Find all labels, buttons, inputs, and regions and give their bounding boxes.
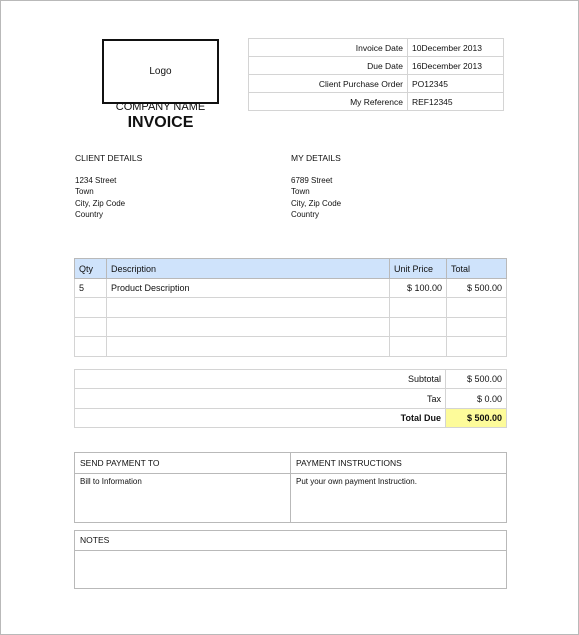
line-items-header [75,259,507,279]
payment-instructions-heading: PAYMENT INSTRUCTIONS [291,453,507,474]
meta-value: 10December 2013 [408,39,504,57]
my-details-heading: MY DETAILS [291,153,341,163]
cell-unit-price: $ 100.00 [390,279,447,298]
cell-qty [75,298,107,317]
meta-row-reference [249,93,504,111]
col-description: Description [107,259,390,279]
client-details-heading: CLIENT DETAILS [75,153,143,163]
total-due-value: $ 500.00 [446,408,507,427]
table-row [75,279,507,298]
total-due-row [75,408,507,427]
meta-row-due-date [249,57,504,75]
cell-total [447,337,507,356]
meta-label: Invoice Date [249,39,408,57]
table-row [75,298,507,317]
cell-description [107,298,390,317]
cell-total: $ 500.00 [447,279,507,298]
meta-row-purchase-order [249,75,504,93]
payment-table [74,452,507,523]
table-row [75,337,507,356]
document-title: INVOICE [127,114,194,131]
tax-label: Tax [75,389,446,408]
meta-label: Due Date [249,57,408,75]
client-address-line: 1234 Street [75,176,117,185]
cell-unit-price [390,317,447,336]
client-address-line: City, Zip Code [75,198,126,208]
cell-total [447,317,507,336]
client-address [75,175,125,220]
cell-unit-price [390,298,447,317]
my-address-line: Town [291,187,310,197]
send-payment-text: Bill to Information [75,474,291,523]
my-address [291,175,341,220]
col-qty: Qty [75,259,107,279]
my-address-line: 6789 Street [291,176,333,185]
line-items-table [74,258,507,357]
client-address-line: Town [75,187,94,197]
cell-unit-price [390,337,447,356]
cell-qty: 5 [75,279,107,298]
meta-value: REF12345 [408,93,504,111]
meta-label: My Reference [249,93,408,111]
table-row [75,317,507,336]
send-payment-heading: SEND PAYMENT TO [75,453,291,474]
meta-value: PO12345 [408,75,504,93]
totals-table [74,369,507,428]
tax-row [75,389,507,408]
subtotal-row [75,370,507,389]
my-address-line: City, Zip Code [291,198,342,208]
cell-total [447,298,507,317]
cell-qty [75,317,107,336]
subtotal-value: $ 500.00 [446,370,507,389]
subtotal-label: Subtotal [75,370,446,389]
payment-header-row [75,453,507,474]
logo-label: Logo [149,66,172,77]
cell-description: Product Description [107,279,390,298]
cell-description [107,317,390,336]
meta-row-invoice-date [249,39,504,57]
tax-value: $ 0.00 [446,389,507,408]
my-address-line: Country [291,209,320,219]
company-name: COMPANY NAME [115,101,206,113]
cell-qty [75,337,107,356]
col-total: Total [447,259,507,279]
meta-label: Client Purchase Order [249,75,408,93]
payment-body-row [75,474,507,523]
client-address-line: Country [75,209,104,219]
meta-value: 16December 2013 [408,57,504,75]
logo-placeholder [102,39,219,104]
notes-box [74,530,507,589]
invoice-meta-table [248,38,504,111]
total-due-label: Total Due [75,408,446,427]
cell-description [107,337,390,356]
payment-instructions-text: Put your own payment Instruction. [291,474,507,523]
notes-heading: NOTES [75,531,506,551]
notes-text [75,551,506,557]
col-unit-price: Unit Price [390,259,447,279]
